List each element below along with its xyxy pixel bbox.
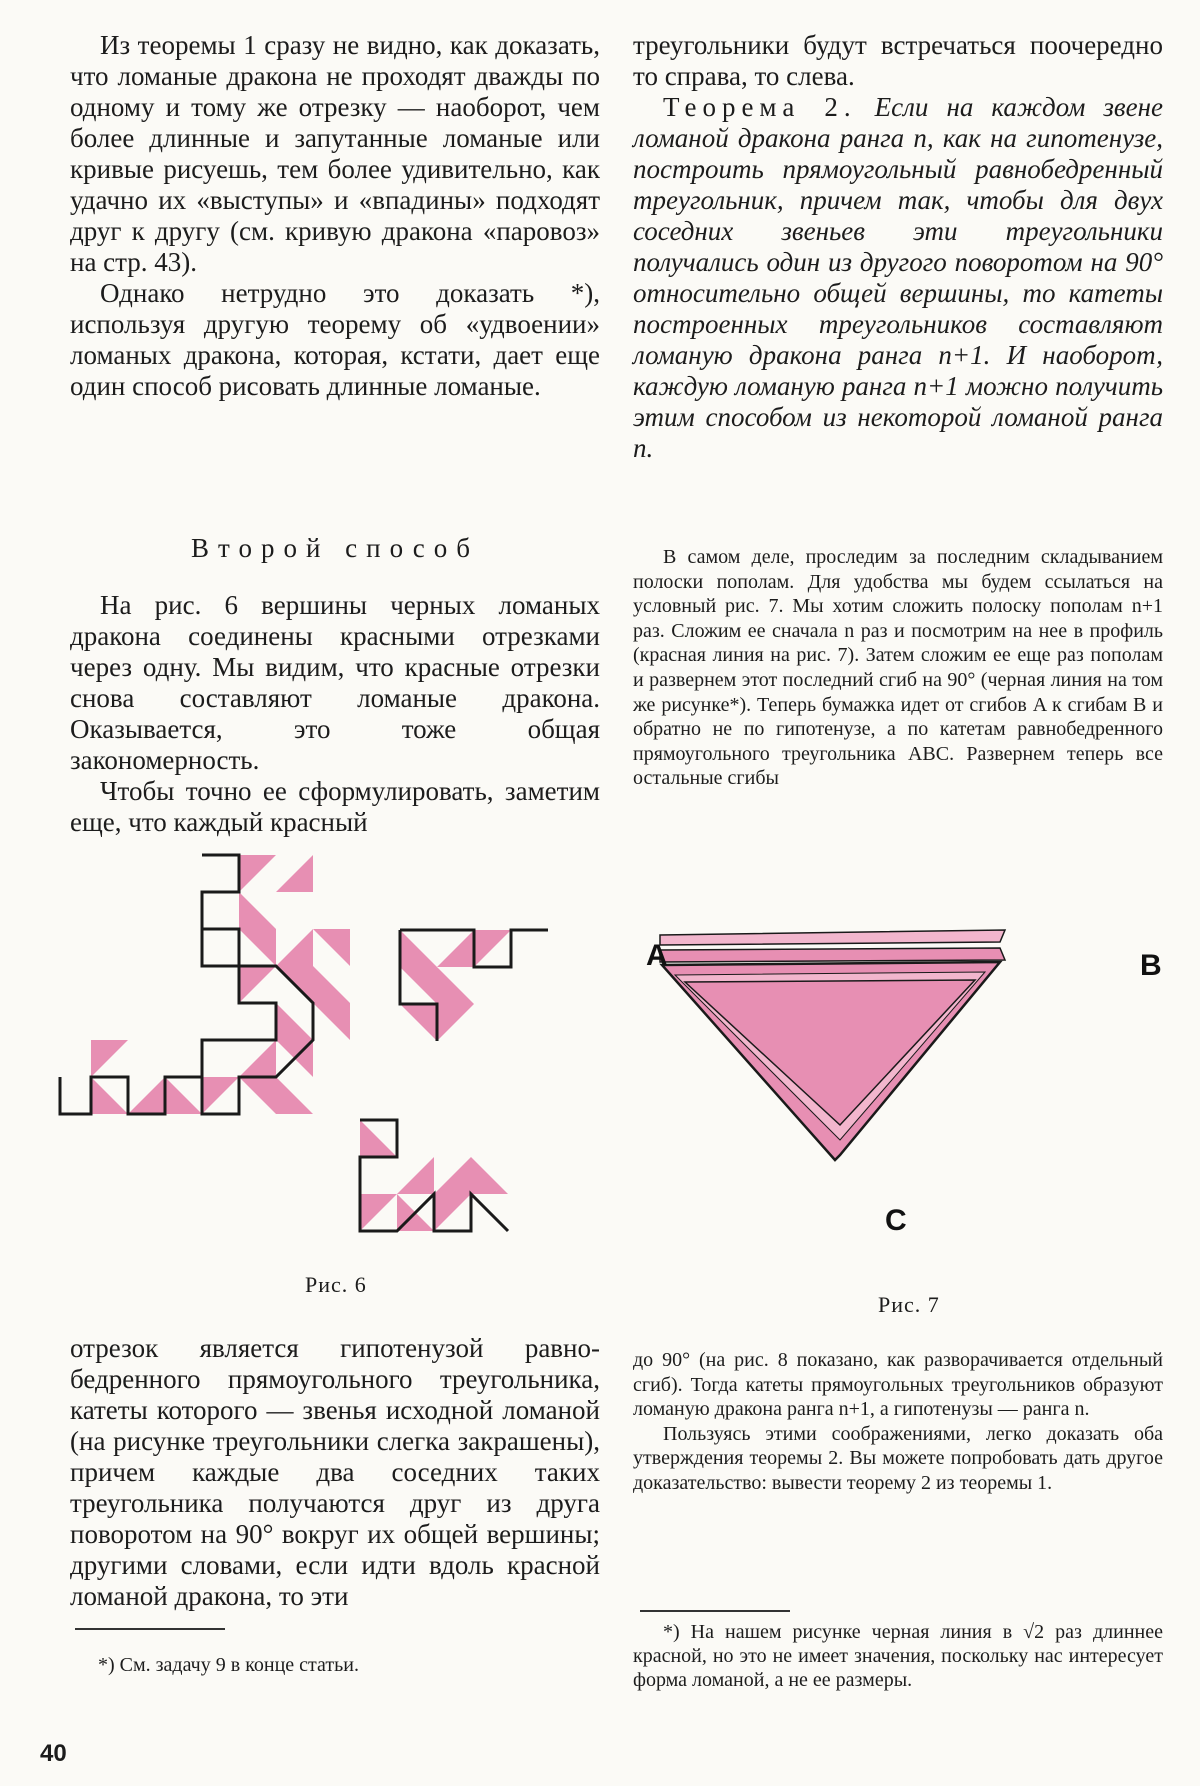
left-footnote-rule <box>75 1628 225 1630</box>
right-column-top <box>633 30 1163 464</box>
fig6-small-triangle <box>400 930 437 967</box>
fig6-small-triangle <box>400 967 437 1004</box>
right-small-paragraph-3: Пользуясь этими соображениями, легко доказать оба утверждения теоремы 2. Вы можете попробовать дать другое доказательство: вывести теорему 2 из теоремы 1. <box>633 1422 1163 1494</box>
fig6-big-triangle <box>276 929 313 966</box>
fig6-big-triangle <box>313 1003 350 1040</box>
figure-6 <box>60 855 620 1285</box>
fig6-big-triangle <box>276 855 313 892</box>
section-heading: Второй способ <box>191 533 479 563</box>
fig6-bottom-triangle <box>360 1120 397 1157</box>
left-column-top <box>70 30 600 402</box>
left-paragraph-5: отрезок является гипотенузой равнобедренного прямоугольного треугольника, катеты которого — звенья исходной ломаной (на рисунке треугольники слегка закрашены), причем каждые два соседних таких треугольника получаются друг из друга поворотом на 90° вокруг их общей вершины; другими словами, если идти вдоль красной ломаной дракона, то эти <box>70 1333 600 1611</box>
fig6-big-triangle <box>165 1077 202 1114</box>
figure-7-caption: Рис. 7 <box>878 1292 940 1317</box>
right-column-small-2 <box>633 1348 1163 1496</box>
fig6-big-triangle <box>239 929 276 966</box>
theorem-label: Теорема 2. <box>663 92 857 122</box>
fig6-bottom-triangle <box>360 1194 397 1231</box>
fig6-big-triangle <box>91 1040 128 1077</box>
right-footnote: *) На нашем рисунке черная линия в √2 раз длиннее красной, но это не имеет значения, поскольку нас интересует форма ломаной, а не ее размеры. <box>633 1621 1163 1691</box>
fig6-bottom-triangle <box>397 1157 434 1194</box>
fig6-big-triangle <box>239 966 276 1003</box>
theorem-text: Если на каждом звене ломаной дракона ранга n, как на гипотенузе, построить прямоугольный равнобедренный треугольник, причем так, чтобы для двух соседних звеньев эти треугольники получались один из другого поворотом на 90° относительно общей вершины, то катеты построенных треугольников составляют ломаную дракона ранга n+1. И наоборот, каждую ломаную ранга n+1 можно получить этим способом из некоторой ломаной ранга n. <box>633 92 1163 463</box>
fig6-big-triangle <box>128 1077 165 1114</box>
fig7-upper-band <box>660 948 1005 962</box>
right-paragraph-1: треугольники будут встречаться поочередно то справа, то слева. <box>633 30 1163 91</box>
label-a: A <box>646 939 668 972</box>
label-c: C <box>885 1204 907 1237</box>
fig6-big-triangle <box>313 929 350 966</box>
figure-6-caption: Рис. 6 <box>305 1272 367 1297</box>
left-paragraph-1: Из теоремы 1 сразу не видно, как доказать, что ломаные дракона не проходят дважды по одному и тому же отрезку — наоборот, чем более длинные и запутанные ломаные или кривые рисуешь, тем более удивительно, как удачно их «выступы» и «впадины» подходят друг к другу (см. кривую дракона «паровоз» на стр. 43). <box>70 30 600 277</box>
fig6-small-triangle <box>400 1004 437 1041</box>
fig6-big-triangle <box>239 892 276 929</box>
theorem-2 <box>633 92 1163 464</box>
fig6-small-triangle <box>437 967 474 1004</box>
left-paragraph-2: Однако нетрудно это доказать *), используя другую теорему об «удвоении» ломаных дракона, которая, кстати, дает еще один способ рисовать длинные ломаные. <box>70 278 600 401</box>
fig7-fold-center <box>685 980 975 1125</box>
fig6-big-triangle <box>276 1077 313 1114</box>
left-column-middle <box>70 590 600 838</box>
left-column-bottom <box>70 1333 600 1612</box>
fig6-big-triangle <box>276 1003 313 1040</box>
fig6-small-triangle <box>437 1004 474 1041</box>
left-paragraph-3: На рис. 6 вершины черных ломаных дракона соединены красными отрезками через одну. Мы видим, что красные отрезки снова составляют ломаные дракона. Оказывается, это тоже общая закономерность. <box>70 590 600 775</box>
left-footnote: *) См. задачу 9 в конце статьи. <box>98 1654 359 1676</box>
fig6-bottom-triangle <box>434 1194 471 1231</box>
fig6-big-triangle <box>202 1077 239 1114</box>
fig6-small-triangle <box>437 930 474 967</box>
fig6-big-triangle <box>239 1077 276 1114</box>
fig7-top-strip <box>660 930 1005 945</box>
fig6-big-triangle <box>91 1077 128 1114</box>
fig6-big-triangle <box>313 966 350 1003</box>
fig6-bottom-triangle <box>471 1157 508 1194</box>
fig7-drawing <box>660 930 1005 1160</box>
fig6-big-triangle <box>239 855 276 892</box>
right-small-paragraph-2: до 90° (на рис. 8 показано, как разворачивается отдельный сгиб). Тогда катеты прямоугольных треугольников образуют ломаную дракона ранга n+1, а гипотенузы — ранга n. <box>633 1349 1163 1421</box>
right-footnote-rule <box>640 1610 790 1612</box>
left-paragraph-4: Чтобы точно ее сформулировать, заметим еще, что каждый красный <box>70 776 600 837</box>
right-column-small-1 <box>633 545 1163 791</box>
fig6-small-triangle <box>474 930 511 967</box>
fig6-bottom-triangle <box>434 1157 471 1194</box>
label-b: B <box>1140 949 1162 982</box>
fig6-drawing <box>60 855 548 1231</box>
page-number: 40 <box>40 1740 67 1767</box>
fig6-big-triangle <box>239 1040 276 1077</box>
figure-7 <box>640 920 1170 1240</box>
right-small-paragraph-1: В самом деле, проследим за последним складыванием полоски пополам. Для удобства мы будем ссылаться на условный рис. 7. Мы хотим сложить полоску пополам n+1 раз. Сложим ее сначала n раз и посмотрим на нее в профиль (красная линия на рис. 7). Затем сложим ее еще раз пополам и развернем этот последний сгиб на 90° (черная линия на том же рисунке*). Теперь бумажка идет от сгибов A к сгибам B и обратно не по гипотенузе, а по катетам равнобедренного прямоугольного треугольника ABC. Развернем теперь все остальные сгибы <box>633 546 1163 790</box>
